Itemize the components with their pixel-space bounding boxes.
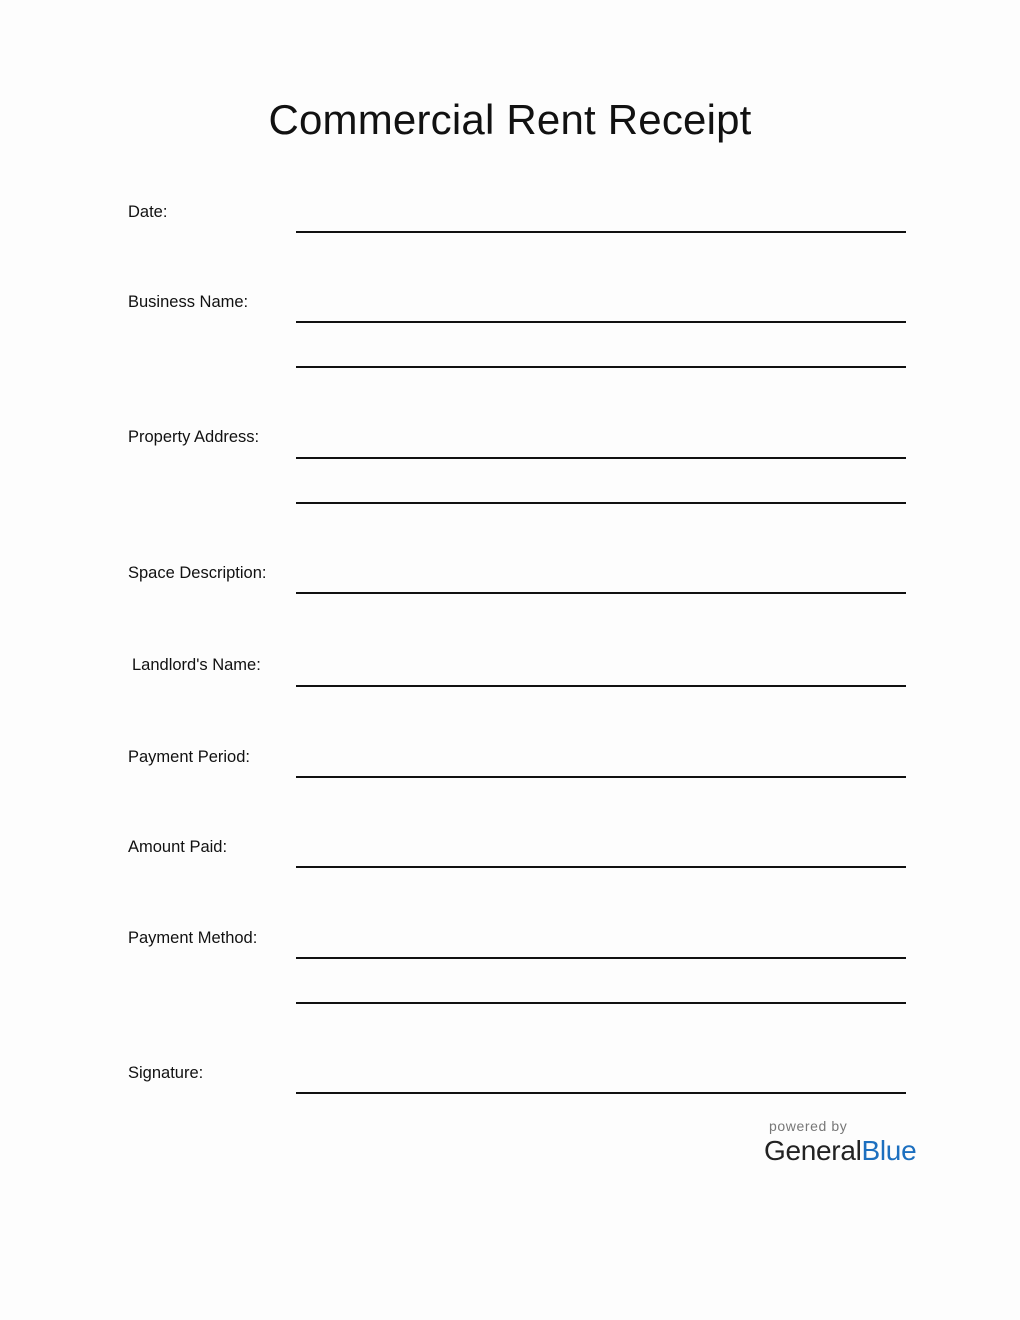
business-name-line-2[interactable]	[296, 366, 906, 368]
payment-method-line-1[interactable]	[296, 957, 906, 959]
powered-by-text: powered by	[769, 1118, 848, 1134]
payment-method-line-2[interactable]	[296, 1002, 906, 1004]
property-address-line-2[interactable]	[296, 502, 906, 504]
payment-period-line[interactable]	[296, 776, 906, 778]
business-name-line-1[interactable]	[296, 321, 906, 323]
amount-paid-line[interactable]	[296, 866, 906, 868]
signature-label: Signature:	[128, 1064, 204, 1082]
property-address-label: Property Address:	[128, 428, 260, 446]
payment-period-label: Payment Period:	[128, 748, 250, 766]
amount-paid-label: Amount Paid:	[128, 838, 228, 856]
landlords-name-line[interactable]	[296, 685, 906, 687]
signature-line[interactable]	[296, 1092, 906, 1094]
date-line[interactable]	[296, 231, 906, 233]
landlords-name-label: Landlord's Name:	[132, 656, 261, 674]
brand-blue-text: Blue	[861, 1135, 917, 1166]
generalblue-logo[interactable]	[764, 1135, 916, 1167]
space-description-label: Space Description:	[128, 564, 267, 582]
page-title: Commercial Rent Receipt	[268, 96, 752, 143]
property-address-line-1[interactable]	[296, 457, 906, 459]
payment-method-label: Payment Method:	[128, 929, 258, 947]
date-label: Date:	[128, 203, 168, 221]
business-name-label: Business Name:	[128, 293, 249, 311]
brand-general-text: General	[764, 1135, 862, 1166]
space-description-line[interactable]	[296, 592, 906, 594]
